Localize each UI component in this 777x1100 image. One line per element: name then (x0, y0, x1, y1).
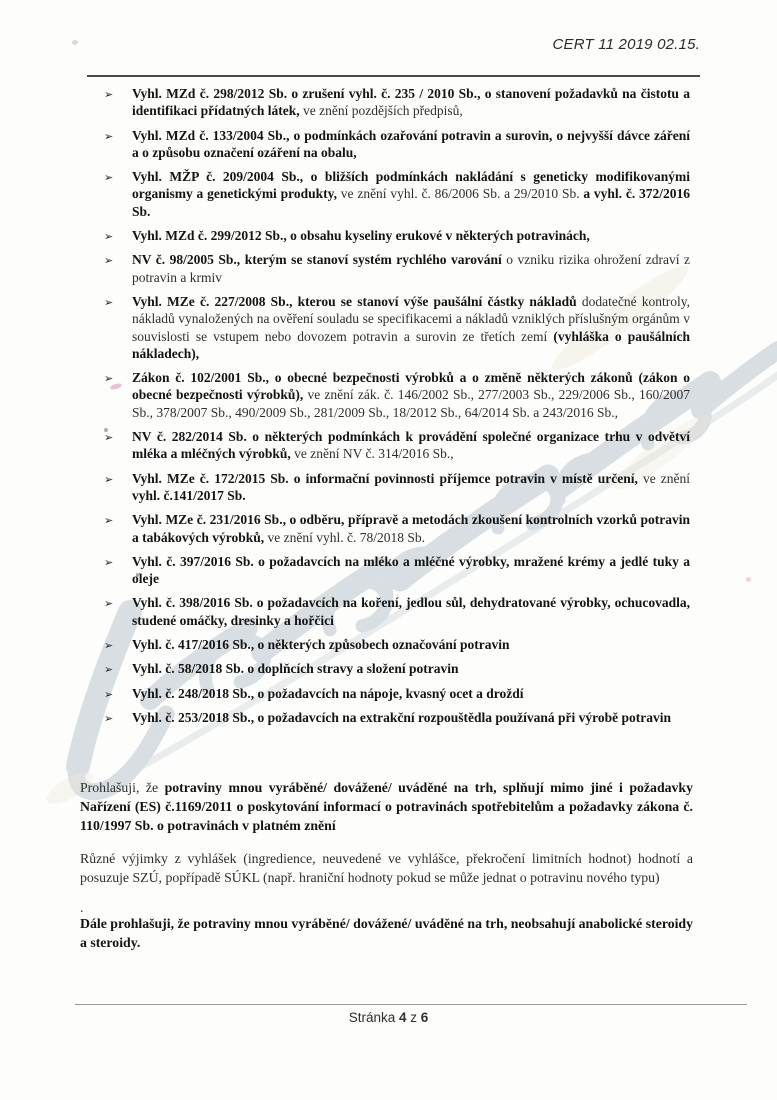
arrow-bullet-icon: ➢ (104, 711, 114, 725)
declaration-paragraph (80, 901, 693, 914)
arrow-bullet-icon: ➢ (104, 514, 114, 528)
regulation-item (104, 293, 690, 362)
text-segment: Vyhl. MZe č. 231/2016 Sb., o odběru, přípravě a metodách zkoušení kontrolních vzorků potravin a tabákových výrobků, (132, 512, 690, 545)
document-header (552, 36, 700, 53)
arrow-bullet-icon: ➢ (104, 230, 114, 244)
arrow-bullet-icon: ➢ (104, 372, 114, 386)
arrow-bullet-icon: ➢ (104, 171, 114, 185)
regulation-text (132, 686, 524, 701)
text-segment: Vyhl. č. 398/2016 Sb. o požadavcích na koření, jedlou sůl, dehydratované výrobky, ochucovadla, studené omáčky, dresinky a hořčici (132, 595, 690, 628)
text-segment: Vyhl. MZe č. 227/2008 Sb., kterou se stanoví výše paušální částky nákladů (132, 293, 582, 309)
arrow-bullet-icon: ➢ (104, 472, 114, 486)
text-segment: ve znění NV č. 314/2016 Sb., (294, 446, 454, 462)
text-segment: Různé výjimky z vyhlášek (ingredience, neuvedené ve vyhlášce, překročení limitních hodnot) hodnotí a posuzuje SZÚ, popřípadě SÚKL (např. hraniční hodnoty pokud se může jednat o potravinu nového typu) (80, 851, 693, 885)
text-segment: Vyhl. MZd č. 298/2012 Sb. o zrušení vyhl. č. 235 / 2010 Sb., o stanovení požadavků na čistotu a identifikaci přídatných látek, (132, 86, 690, 119)
arrow-bullet-icon: ➢ (104, 687, 114, 701)
page-number (0, 1010, 777, 1025)
text-segment: Vyhl. MZd č. 133/2004 Sb., o podmínkách ozařování potravin a surovin, o nejvyšší dávce záření a o způsobu označení ozáření na obalu, (132, 127, 690, 160)
regulation-item (104, 685, 690, 702)
text-segment: (vyhláška o paušálních nákladech), (132, 328, 690, 361)
regulation-item (104, 709, 690, 726)
regulation-item (104, 660, 690, 677)
regulation-text (132, 86, 690, 118)
declaration-paragraph (80, 849, 693, 887)
arrow-bullet-icon: ➢ (104, 431, 114, 445)
text-segment: Vyhl. č. 397/2016 Sb. o požadavcích na mléko a mléčné výrobky, mražené krémy a jedlé tuky a oleje (132, 553, 690, 587)
text-segment: Vyhl. MŽP č. 209/2004 Sb., o bližších podmínkách nakládání s geneticky modifikovanými organismy a genetickými produkty, (132, 169, 690, 202)
text-segment: potraviny mnou vyráběné/ dovážené/ uváděné na trh, splňují mimo jiné i požadavky Nařízení (ES) č.1169/2011 o poskytování informací o potravinách spotřebitelům a požadavky zákona č. 110/1997 Sb. o potravinách v platném znění (80, 780, 693, 833)
regulation-item (104, 127, 690, 162)
regulation-text (132, 661, 459, 676)
header-divider (87, 75, 700, 77)
text-segment: ve znění vyhl. č. 86/2006 Sb. a 29/2010 Sb. (340, 186, 584, 202)
regulation-text (132, 294, 690, 361)
regulation-text (132, 228, 590, 243)
text-segment: o vzniku rizika ohrožení zdraví z potravin a krmiv (132, 252, 690, 285)
scan-artifact-pink-dot (746, 577, 751, 582)
arrow-bullet-icon: ➢ (104, 295, 114, 309)
text-segment: Stránka (348, 1010, 399, 1025)
text-segment: NV č. 282/2014 Sb. o některých podmínkách k provádění společné organizace trhu v odvětví mléka a mléčných výrobků, (132, 429, 690, 462)
regulation-item (104, 553, 690, 588)
text-segment: ve znění vyhl. č. 78/2018 Sb. (267, 529, 426, 545)
footer-divider (75, 1004, 747, 1005)
regulation-item (104, 511, 690, 546)
regulation-item (104, 251, 690, 286)
regulation-text (132, 512, 690, 544)
regulation-text (132, 637, 510, 652)
regulation-item (104, 227, 690, 244)
regulation-text (132, 169, 690, 219)
text-segment: Vyhl. MZd č. 299/2012 Sb., o obsahu kyseliny erukové v některých potravinách, (132, 228, 590, 244)
text-segment: z (406, 1010, 421, 1025)
regulation-item (104, 168, 690, 220)
regulation-item (104, 636, 690, 653)
arrow-bullet-icon: ➢ (104, 129, 114, 143)
regulation-text (132, 252, 690, 284)
text-segment: ve znění (642, 470, 690, 486)
text-segment: Dále prohlašuji, že potraviny mnou vyráběné/ dovážené/ uváděné na trh, neobsahují anabolické steroidy a steroidy. (80, 916, 693, 950)
text-segment: Vyhl. č. 417/2016 Sb., o některých způsobech označování potravin (132, 637, 510, 653)
regulation-text (132, 429, 690, 461)
regulation-item (104, 594, 690, 629)
arrow-bullet-icon: ➢ (104, 639, 114, 653)
text-segment: vyhl. č.141/2017 Sb. (132, 487, 246, 503)
arrow-bullet-icon: ➢ (104, 88, 114, 101)
text-segment: 4 (398, 1010, 407, 1025)
regulation-text (132, 128, 690, 160)
scan-artifact-smudge (72, 40, 78, 45)
regulation-item (104, 369, 690, 421)
text-segment: Prohlašuji, že (80, 780, 165, 795)
regulation-text (132, 710, 671, 725)
text-segment: Vyhl. č. 253/2018 Sb., o požadavcích na extrakční rozpouštědla používaná při výrobě potravin (132, 709, 672, 725)
text-segment: Zákon č. 102/2001 Sb., o obecné bezpečnosti výrobků a o změně některých zákonů (zákon o obecné bezpečnosti výrobků), (132, 370, 690, 403)
text-segment: . (80, 900, 84, 915)
regulation-item (104, 470, 690, 505)
declaration-paragraph (80, 914, 693, 952)
text-segment: Vyhl. č. 58/2018 Sb. o doplňcích stravy a složení potravin (132, 661, 459, 677)
regulation-text (132, 554, 690, 586)
text-segment: Vyhl. MZe č. 172/2015 Sb. o informační povinnosti příjemce potravin v místě určení, (132, 470, 643, 486)
arrow-bullet-icon: ➢ (104, 597, 114, 611)
arrow-bullet-icon: ➢ (104, 254, 114, 268)
text-segment: NV č. 98/2005 Sb., kterým se stanoví systém rychlého varování (132, 252, 507, 268)
regulation-list (104, 85, 690, 733)
text-segment: 6 (420, 1010, 429, 1025)
regulation-text (132, 471, 690, 503)
arrow-bullet-icon: ➢ (104, 663, 114, 677)
text-segment: dodatečné kontroly, nákladů vynaložených na ověření souladu se specifikacemi a nákladů vzniklých příslušným orgánům v souvislosti se vstupem nebo dovozem potravin a surovin ze třetích zemí (132, 293, 690, 344)
text-segment: ve znění pozdějších předpisů, (303, 103, 463, 119)
text-segment: ve znění zák. č. 146/2002 Sb., 277/2003 Sb., 229/2006 Sb., 160/2007 Sb., 378/2007 Sb., 490/2009 Sb., 281/2009 Sb., 18/2012 Sb., 64/2014 Sb. a 243/2016 Sb., (132, 387, 690, 420)
text-segment: a vyhl. č. 372/2016 Sb. (132, 186, 690, 219)
regulation-text (132, 595, 690, 627)
regulation-text (132, 370, 690, 420)
declaration-section (80, 778, 693, 966)
certificate-reference: CERT 11 2019 02.15. (552, 36, 700, 53)
declaration-paragraph (80, 778, 693, 835)
arrow-bullet-icon: ➢ (104, 555, 114, 569)
regulation-item (104, 428, 690, 463)
regulation-item (104, 85, 690, 120)
text-segment: Vyhl. č. 248/2018 Sb., o požadavcích na nápoje, kvasný ocet a droždí (132, 685, 524, 701)
